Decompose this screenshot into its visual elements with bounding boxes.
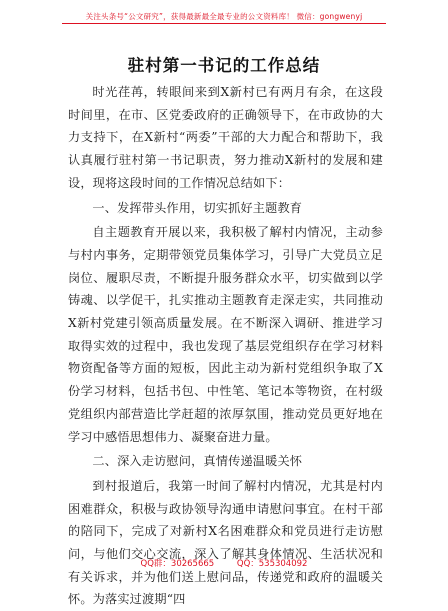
footer-qq-group: QQ群：30265665 [140,559,215,569]
header-notice: 关注头条号“公文研究”，获得最新最全最专业的公文资料库！ 微信：gongwenyj [85,12,363,21]
document-body [68,81,383,611]
document-title: 驻村第一书记的工作总结 [127,56,321,75]
section-heading-1: 一、发挥带头作用，切实抓好主题教育 [92,200,303,215]
intro-paragraph: 时光荏苒，转眼间来到X新村已有两月有余，在这段时间里，在市、区党委政府的正确领导下，在市政协的大力支持下，在X新村“两委”干部的大力配合和帮助下，我认真履行驻村第一书记职责，努力推动X新村的发展和建设，现将这段时间的工作情况总结如下： [68,85,383,190]
footer-qq: QQ：535304092 [236,559,308,569]
section-heading-2: 二、深入走访慰问，真情传递温暖关怀 [92,454,303,469]
section-2-paragraph: 到村报道后，我第一时间了解村内情况，尤其是村内困难群众，积极与政协领导沟通申请慰问事宜。在村干部的陪同下，完成了对新村X名困难群众和党员进行走访慰问，与他们交心交流，深入了解其身体情况、生活状况和有关诉求，并为他们送上慰问品，传递党和政府的温暖关怀。为落实过渡期“四 [68,478,383,607]
footer-contact [0,557,448,569]
section-1-paragraph: 自主题教育开展以来，我积极了解村内情况，主动参与村内事务，定期带领党员集体学习，引导广大党员立足岗位、履职尽责，不断提升服务群众水平，切实做到以学铸魂、以学促干，扎实推动主题教育走深走实，共同推动X新村党建引领高质量发展。在不断深入调研、推进学习取得实效的过程中，我也发现了基层党组织存在学习材料物资配备等方面的短板，因此主动为新村党组织争取了X份学习材料，包括书包、中性笔、笔记本等物资，在村级党组织内部营造比学赶超的浓厚氛围，推动党员更好地在学习中感悟思想伟力、凝聚奋进力量。 [68,225,383,444]
header-divider [62,23,386,24]
